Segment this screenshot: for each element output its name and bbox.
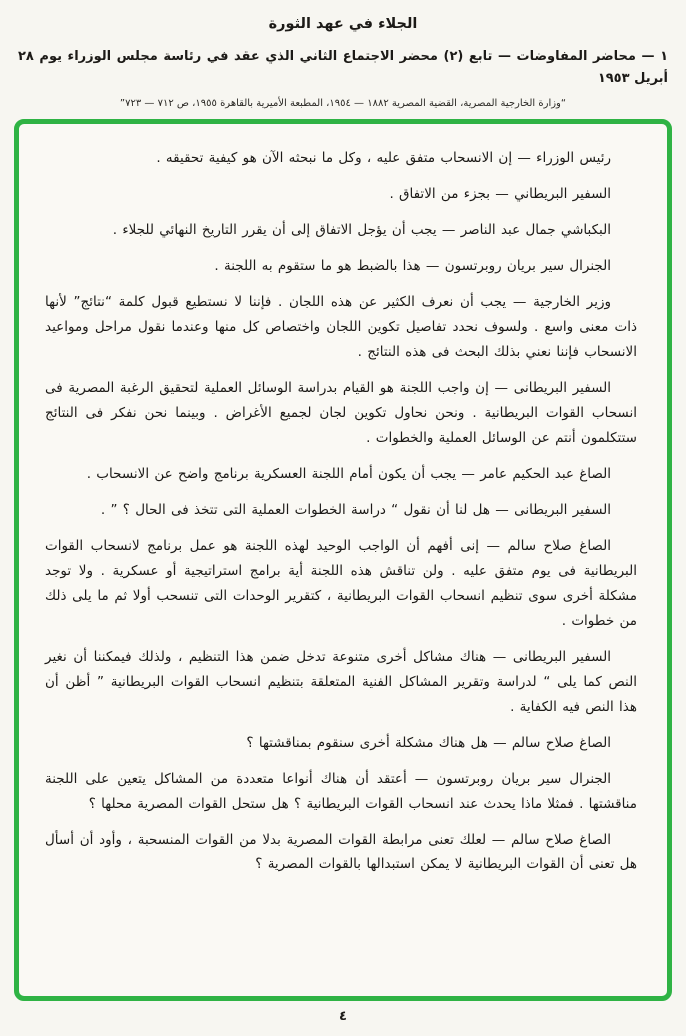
dialogue-paragraph bbox=[45, 146, 637, 171]
dialogue-text: — إنى أفهم أن الواجب الوحيد لهذه اللجنة هو عمل برنامج لانسحاب القوات البريطانية فى يوم متفق عليه . ولن تناقش هذه اللجنة أية برامج استراتيجية أو عسكرية . ولا توجد مشكلة أخرى سوى تنظيم انسحاب القوات البريطانية ، كتقرير الوحدات التى تنسحب أولا ثم ما يلى ذلك من خطوات . bbox=[45, 537, 637, 629]
dialogue-text: — هل لنا أن نقول “ دراسة الخطوات العملية التى تتخذ فى الحال ؟ ” . bbox=[100, 501, 509, 518]
speaker-name: رئيس الوزراء bbox=[536, 150, 611, 167]
dialogue-paragraph bbox=[45, 767, 637, 817]
page-number: ٤ bbox=[339, 1009, 347, 1024]
speaker-name: السفير البريطانى bbox=[513, 379, 611, 396]
dialogue-paragraph bbox=[45, 462, 637, 487]
dialogue-text: — لعلك تعنى مرابطة القوات المصرية بدلا من القوات المنسحبة ، وأود أن أسأل هل تعنى أن القوات البريطانية لا يمكن استبدالها بالقوات المصرية ؟ bbox=[45, 831, 637, 873]
speaker-name: الجنرال سير بريان روبرتسون bbox=[444, 258, 611, 275]
dialogue-paragraph bbox=[45, 645, 637, 720]
dialogue-text: — إن الانسحاب متفق عليه ، وكل ما نبحثه الآن هو كيفية تحقيقه . bbox=[156, 150, 531, 167]
dialogue-paragraph bbox=[45, 218, 637, 243]
speaker-name: السفير البريطانى bbox=[514, 501, 611, 518]
document-heading: ١ — محاضر المفاوضات — تابع (٢) محضر الاجتماع الثاني الذي عقد في رئاسة مجلس الوزراء يوم ٢٨ أبريل ١٩٥٣ bbox=[18, 49, 668, 87]
dialogue-paragraph bbox=[45, 290, 637, 365]
dialogue-text: — يجب أن يكون أمام اللجنة العسكرية برنامج واضح عن الانسحاب . bbox=[86, 465, 475, 482]
dialogue-text: — هناك مشاكل أخرى متنوعة تدخل ضمن هذا التنظيم ، ولذلك فيمكننا أن نغير النص كما يلى “ لدراسة وتقرير المشاكل الفنية المتعلقة بتنظيم انسحاب القوات البريطانية ” أظن أن هذا النص فيه الكفاية . bbox=[45, 648, 637, 715]
dialogue-paragraph bbox=[45, 828, 637, 878]
dialogue-paragraph bbox=[45, 376, 637, 451]
dialogue-paragraph bbox=[45, 254, 637, 279]
speaker-name: الجنرال سير بريان روبرتسون bbox=[436, 770, 612, 787]
dialogue-paragraph bbox=[45, 731, 637, 756]
dialogue-text: — إن واجب اللجنة هو القيام بدراسة الوسائل العملية لتحقيق الرغبة المصرية فى انسحاب القوات البريطانية . ونحن نحاول تكوين لجان لجميع الأغراض . وبينما نحن نفكر فى النتائج ستتكلمون أنتم عن الوسائل العملية والخطوات . bbox=[45, 379, 637, 446]
speaker-name: وزير الخارجية bbox=[533, 294, 612, 311]
dialogue-text: — بجزء من الاتفاق . bbox=[389, 186, 509, 203]
speaker-name: الصاغ صلاح سالم bbox=[511, 831, 612, 848]
speaker-name: الصاغ صلاح سالم bbox=[511, 734, 611, 751]
highlight-frame bbox=[14, 119, 672, 1001]
page-title: الجلاء في عهد الثورة bbox=[268, 16, 418, 32]
speaker-name: البكباشي جمال عبد الناصر bbox=[460, 222, 611, 239]
speaker-name: الصاغ عبد الحكيم عامر bbox=[480, 465, 611, 482]
dialogue-paragraph bbox=[45, 498, 637, 523]
dialogue-paragraph bbox=[45, 182, 637, 207]
dialogue-text: — أعتقد أن هناك أنواعا متعددة من المشاكل يتعين على اللجنة مناقشتها . فمثلا ماذا يحدث عند انسحاب القوات البريطانية ؟ هل ستحل القوات المصرية محلها ؟ bbox=[45, 770, 637, 812]
dialogue-text: — هل هناك مشكلة أخرى سنقوم بمناقشتها ؟ bbox=[246, 734, 507, 751]
speaker-name: السفير البريطاني bbox=[514, 186, 611, 203]
speaker-name: السفير البريطانى bbox=[512, 648, 611, 665]
dialogue-text: — يجب أن يؤجل الاتفاق إلى أن يقرر التاريخ النهائي للجلاء . bbox=[112, 222, 456, 239]
dialogue-text: — يجب أن نعرف الكثير عن هذه اللجان . فإننا لا نستطيع قبول كلمة “نتائج” لأنها ذات معنى واسع . ولسوف نحدد تفاصيل تكوين اللجان واختصاص كل منها وعندما نقول مراحل ومواعيد الانسحاب فإننا نعني بذلك البحث فى هذه النتائج . bbox=[45, 294, 637, 360]
citation-line: “وزارة الخارجية المصرية، القضية المصرية ١٨٨٢ — ١٩٥٤، المطبعة الأميرية بالقاهرة ١٩٥٥، ص ٧١٢ — ٧٢٣” bbox=[119, 98, 567, 110]
speaker-name: الصاغ صلاح سالم bbox=[507, 537, 611, 554]
dialogue-paragraph bbox=[45, 534, 637, 634]
dialogue-text: — هذا بالضبط هو ما ستقوم به اللجنة . bbox=[214, 258, 440, 275]
